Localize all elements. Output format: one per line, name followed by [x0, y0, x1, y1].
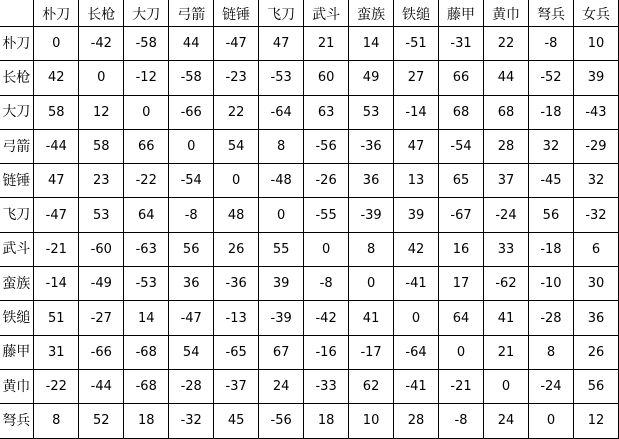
table-cell: 31 [34, 335, 79, 369]
table-cell: 0 [259, 198, 304, 232]
table-cell: -8 [439, 404, 484, 438]
table-cell: 6 [573, 232, 618, 266]
table-cell: 0 [484, 369, 529, 403]
table-cell: -58 [124, 27, 169, 61]
corner-cell [0, 0, 34, 27]
row-header: 弩兵 [0, 404, 34, 438]
table-cell: 8 [528, 335, 573, 369]
table-cell: -68 [124, 369, 169, 403]
row-header: 长枪 [0, 61, 34, 95]
table-cell: 0 [304, 232, 349, 266]
table-cell: 39 [394, 198, 439, 232]
table-cell: 42 [34, 61, 79, 95]
table-cell: -31 [439, 27, 484, 61]
table-cell: -65 [214, 335, 259, 369]
table-cell: 68 [439, 95, 484, 129]
table-cell: 44 [169, 27, 214, 61]
table-cell: -26 [304, 164, 349, 198]
table-cell: -23 [214, 61, 259, 95]
table-cell: 49 [349, 61, 394, 95]
table-cell: -41 [394, 369, 439, 403]
table-row [0, 95, 619, 129]
table-cell: 8 [349, 232, 394, 266]
table-cell: -49 [79, 267, 124, 301]
table-cell: 60 [304, 61, 349, 95]
table-row [0, 129, 619, 163]
table-cell: -55 [304, 198, 349, 232]
table-cell: 0 [394, 301, 439, 335]
table-cell: -41 [394, 267, 439, 301]
table-cell: -10 [528, 267, 573, 301]
table-cell: 55 [259, 232, 304, 266]
table-cell: 52 [79, 404, 124, 438]
table-cell: 41 [349, 301, 394, 335]
table-cell: 0 [34, 27, 79, 61]
row-header: 弓箭 [0, 129, 34, 163]
table-cell: 66 [439, 61, 484, 95]
row-header: 朴刀 [0, 27, 34, 61]
table-cell: -8 [528, 27, 573, 61]
column-header: 黄巾 [484, 0, 529, 27]
table-cell: -42 [304, 301, 349, 335]
table-cell: -36 [349, 129, 394, 163]
table-cell: -53 [259, 61, 304, 95]
table-row [0, 404, 619, 438]
table-cell: 47 [259, 27, 304, 61]
table-cell: 0 [214, 164, 259, 198]
table-cell: 54 [214, 129, 259, 163]
table-cell: 8 [259, 129, 304, 163]
column-header: 女兵 [573, 0, 618, 27]
table-cell: 26 [573, 335, 618, 369]
table-cell: 12 [573, 404, 618, 438]
table-cell: -22 [34, 369, 79, 403]
table-cell: 36 [169, 267, 214, 301]
table-cell: 10 [349, 404, 394, 438]
table-cell: -18 [528, 95, 573, 129]
row-header: 藤甲 [0, 335, 34, 369]
column-header: 弓箭 [169, 0, 214, 27]
row-header: 铁缒 [0, 301, 34, 335]
table-cell: 33 [484, 232, 529, 266]
table-cell: 45 [214, 404, 259, 438]
table-cell: -32 [169, 404, 214, 438]
table-cell: 58 [34, 95, 79, 129]
table-cell: -39 [349, 198, 394, 232]
table-cell: -62 [484, 267, 529, 301]
table-cell: -22 [124, 164, 169, 198]
table-cell: 36 [573, 301, 618, 335]
table-cell: -18 [528, 232, 573, 266]
table-cell: 44 [484, 61, 529, 95]
table-cell: 64 [124, 198, 169, 232]
table-cell: 58 [79, 129, 124, 163]
table-cell: 66 [124, 129, 169, 163]
table-cell: 39 [259, 267, 304, 301]
table-cell: -54 [169, 164, 214, 198]
table-row [0, 335, 619, 369]
table-cell: 47 [394, 129, 439, 163]
table-cell: -13 [214, 301, 259, 335]
table-cell: 13 [394, 164, 439, 198]
table-cell: 21 [304, 27, 349, 61]
table-cell: -24 [528, 369, 573, 403]
table-cell: 36 [349, 164, 394, 198]
table-cell: 62 [349, 369, 394, 403]
table-cell: -44 [79, 369, 124, 403]
table-row [0, 61, 619, 95]
table-cell: 65 [439, 164, 484, 198]
table-cell: 32 [573, 164, 618, 198]
table-cell: 56 [528, 198, 573, 232]
table-cell: -8 [169, 198, 214, 232]
table-cell: -47 [169, 301, 214, 335]
table-cell: -58 [169, 61, 214, 95]
row-header: 黄巾 [0, 369, 34, 403]
table-row [0, 301, 619, 335]
column-header: 链锤 [214, 0, 259, 27]
table-cell: 0 [528, 404, 573, 438]
table-row [0, 232, 619, 266]
table-cell: 14 [349, 27, 394, 61]
table-cell: 0 [124, 95, 169, 129]
table-cell: -52 [528, 61, 573, 95]
table-cell: 54 [169, 335, 214, 369]
table-cell: -66 [169, 95, 214, 129]
table-cell: 68 [484, 95, 529, 129]
table-cell: 67 [259, 335, 304, 369]
table-cell: 28 [394, 404, 439, 438]
table-cell: -36 [214, 267, 259, 301]
table-cell: -48 [259, 164, 304, 198]
table-cell: -8 [304, 267, 349, 301]
table-cell: -16 [304, 335, 349, 369]
table-cell: 28 [484, 129, 529, 163]
header-row [0, 0, 619, 27]
table-cell: 14 [124, 301, 169, 335]
table-cell: -56 [259, 404, 304, 438]
table-row [0, 198, 619, 232]
table-cell: -21 [439, 369, 484, 403]
table-cell: 27 [394, 61, 439, 95]
column-header: 弩兵 [528, 0, 573, 27]
column-header: 蛮族 [349, 0, 394, 27]
table-cell: 21 [484, 335, 529, 369]
table-cell: 26 [214, 232, 259, 266]
table-cell: -33 [304, 369, 349, 403]
row-header: 武斗 [0, 232, 34, 266]
table-cell: 39 [573, 61, 618, 95]
table-cell: 51 [34, 301, 79, 335]
table-cell: 42 [394, 232, 439, 266]
table-cell: 8 [34, 404, 79, 438]
table-cell: -42 [79, 27, 124, 61]
table-cell: -64 [394, 335, 439, 369]
column-header: 大刀 [124, 0, 169, 27]
table-cell: 18 [304, 404, 349, 438]
table-cell: 0 [79, 61, 124, 95]
table-cell: 22 [484, 27, 529, 61]
table-cell: 16 [439, 232, 484, 266]
column-header: 武斗 [304, 0, 349, 27]
column-header: 飞刀 [259, 0, 304, 27]
table-cell: 37 [484, 164, 529, 198]
row-header: 蛮族 [0, 267, 34, 301]
table-row [0, 164, 619, 198]
column-header: 长枪 [79, 0, 124, 27]
table-cell: -21 [34, 232, 79, 266]
table-row [0, 27, 619, 61]
table-cell: -17 [349, 335, 394, 369]
table-cell: -12 [124, 61, 169, 95]
table-cell: 48 [214, 198, 259, 232]
table-cell: 53 [349, 95, 394, 129]
table-cell: -45 [528, 164, 573, 198]
table-cell: 56 [169, 232, 214, 266]
table-cell: 24 [259, 369, 304, 403]
table-cell: -43 [573, 95, 618, 129]
table-cell: 30 [573, 267, 618, 301]
table-cell: 41 [484, 301, 529, 335]
table-cell: -28 [169, 369, 214, 403]
table-cell: 32 [528, 129, 573, 163]
table-cell: 47 [34, 164, 79, 198]
table-cell: 56 [573, 369, 618, 403]
table-cell: -56 [304, 129, 349, 163]
row-header: 大刀 [0, 95, 34, 129]
table-cell: 64 [439, 301, 484, 335]
table-cell: -53 [124, 267, 169, 301]
table-cell: -37 [214, 369, 259, 403]
table-cell: 10 [573, 27, 618, 61]
table-cell: -63 [124, 232, 169, 266]
table-cell: -32 [573, 198, 618, 232]
column-header: 铁缒 [394, 0, 439, 27]
table-cell: -47 [214, 27, 259, 61]
table-cell: -39 [259, 301, 304, 335]
table-row [0, 267, 619, 301]
row-header: 飞刀 [0, 198, 34, 232]
table-cell: 0 [349, 267, 394, 301]
table-cell: -66 [79, 335, 124, 369]
table-cell: 24 [484, 404, 529, 438]
table-row [0, 369, 619, 403]
table-cell: 23 [79, 164, 124, 198]
table-cell: 22 [214, 95, 259, 129]
table-cell: -51 [394, 27, 439, 61]
table-cell: -47 [34, 198, 79, 232]
table-cell: 17 [439, 267, 484, 301]
row-header: 链锤 [0, 164, 34, 198]
table-cell: 18 [124, 404, 169, 438]
table-cell: 53 [79, 198, 124, 232]
table-cell: 0 [439, 335, 484, 369]
table-cell: 63 [304, 95, 349, 129]
column-header: 藤甲 [439, 0, 484, 27]
table-cell: -28 [528, 301, 573, 335]
table-cell: -68 [124, 335, 169, 369]
table-cell: -64 [259, 95, 304, 129]
table-cell: 0 [169, 129, 214, 163]
table-cell: -67 [439, 198, 484, 232]
table-cell: -24 [484, 198, 529, 232]
table-cell: -14 [34, 267, 79, 301]
table-cell: -29 [573, 129, 618, 163]
column-header: 朴刀 [34, 0, 79, 27]
table-cell: -14 [394, 95, 439, 129]
table-cell: -27 [79, 301, 124, 335]
table-cell: 12 [79, 95, 124, 129]
table-cell: -44 [34, 129, 79, 163]
table-cell: -54 [439, 129, 484, 163]
table-cell: -60 [79, 232, 124, 266]
